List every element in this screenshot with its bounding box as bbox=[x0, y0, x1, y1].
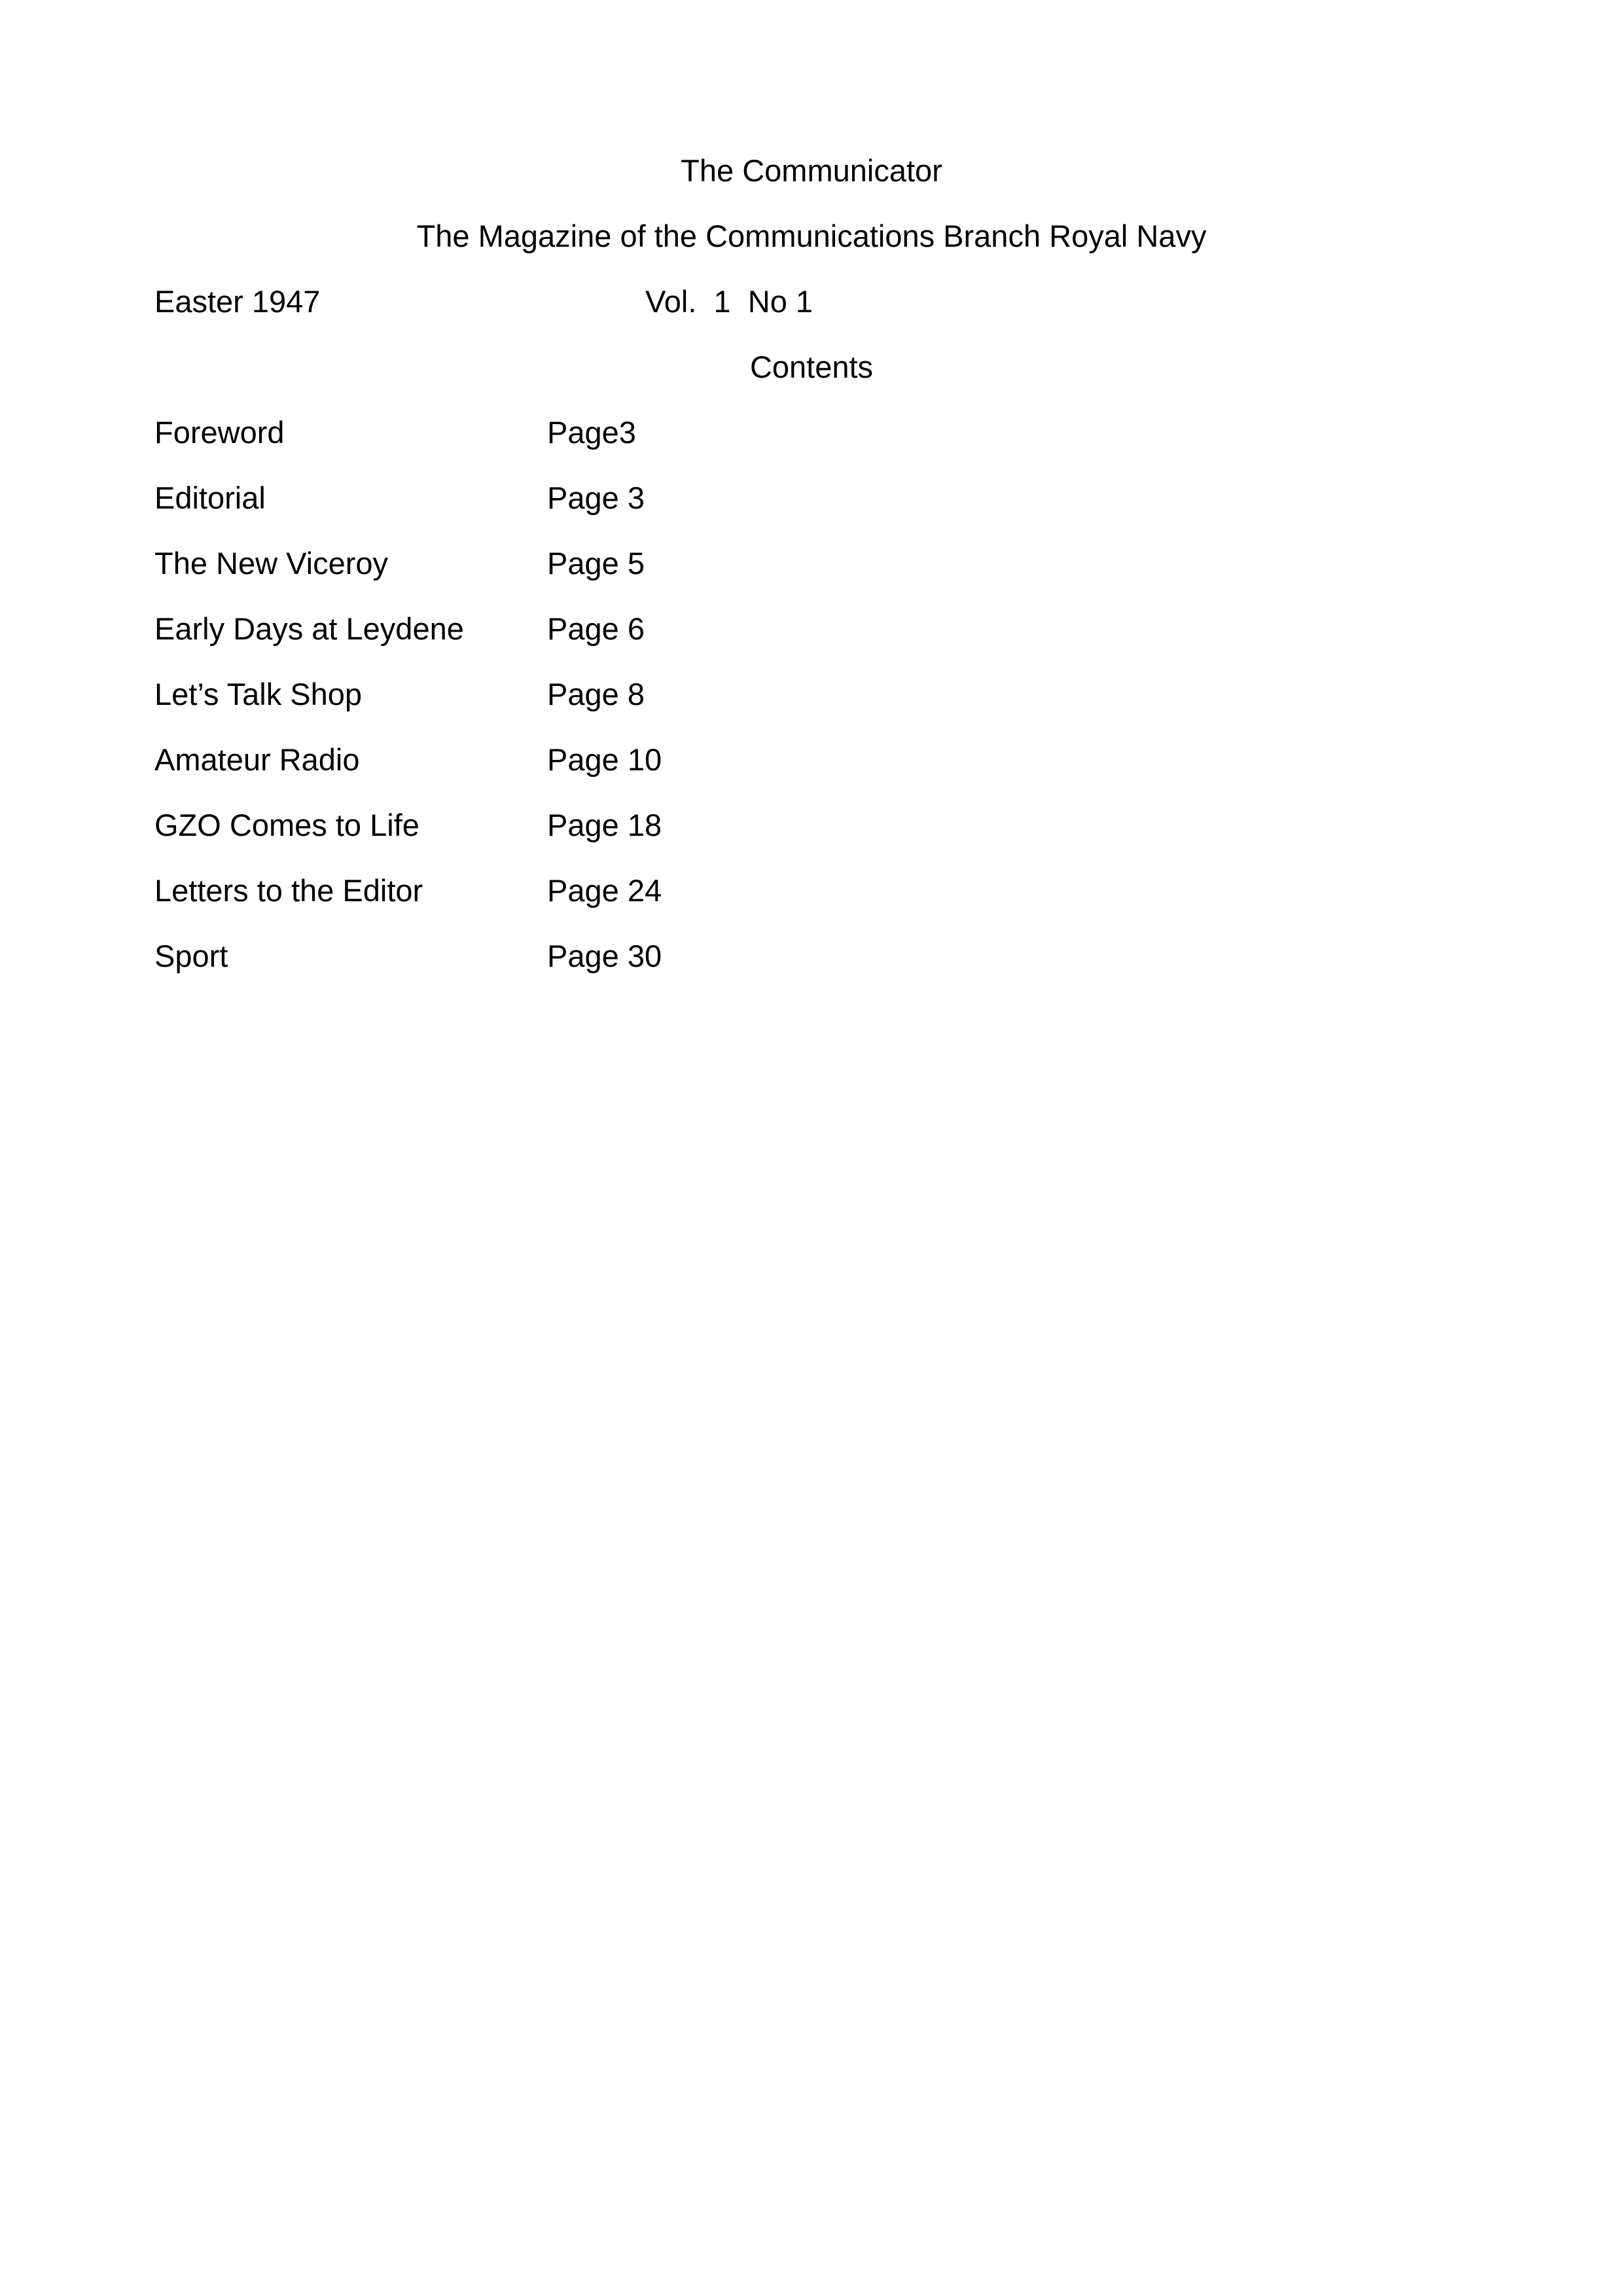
contents-entry bbox=[0, 548, 1623, 587]
contents-entry bbox=[0, 941, 1623, 980]
entry-page: Page 3 bbox=[547, 480, 645, 515]
entry-page: Page3 bbox=[547, 415, 636, 450]
entry-title: Sport bbox=[154, 939, 228, 973]
magazine-subtitle: The Magazine of the Communications Branch Royal Navy bbox=[416, 219, 1207, 253]
contents-entry bbox=[0, 679, 1623, 718]
entry-title: Amateur Radio bbox=[154, 742, 360, 777]
entry-page: Page 18 bbox=[547, 808, 662, 842]
contents-entry bbox=[0, 613, 1623, 653]
entry-title: Let’s Talk Shop bbox=[154, 677, 363, 711]
contents-entry bbox=[0, 875, 1623, 914]
entry-title: The New Viceroy bbox=[154, 546, 388, 581]
contents-entry bbox=[0, 810, 1623, 849]
entry-page: Page 24 bbox=[547, 873, 662, 908]
entry-title: Foreword bbox=[154, 415, 285, 450]
volume-number: Vol. 1 No 1 bbox=[645, 284, 813, 319]
entry-page: Page 6 bbox=[547, 611, 645, 646]
contents-entry bbox=[0, 417, 1623, 456]
entry-title: GZO Comes to Life bbox=[154, 808, 419, 842]
contents-entry bbox=[0, 482, 1623, 522]
entry-title: Early Days at Leydene bbox=[154, 611, 464, 646]
entry-page: Page 5 bbox=[547, 546, 645, 581]
entry-page: Page 8 bbox=[547, 677, 645, 711]
entry-page: Page 30 bbox=[547, 939, 662, 973]
contents-heading: Contents bbox=[749, 350, 874, 384]
magazine-title: The Communicator bbox=[681, 153, 942, 188]
contents-entry bbox=[0, 744, 1623, 783]
issue-date: Easter 1947 bbox=[154, 284, 321, 319]
entry-page: Page 10 bbox=[547, 742, 662, 777]
entry-title: Letters to the Editor bbox=[154, 873, 423, 908]
entry-title: Editorial bbox=[154, 480, 266, 515]
